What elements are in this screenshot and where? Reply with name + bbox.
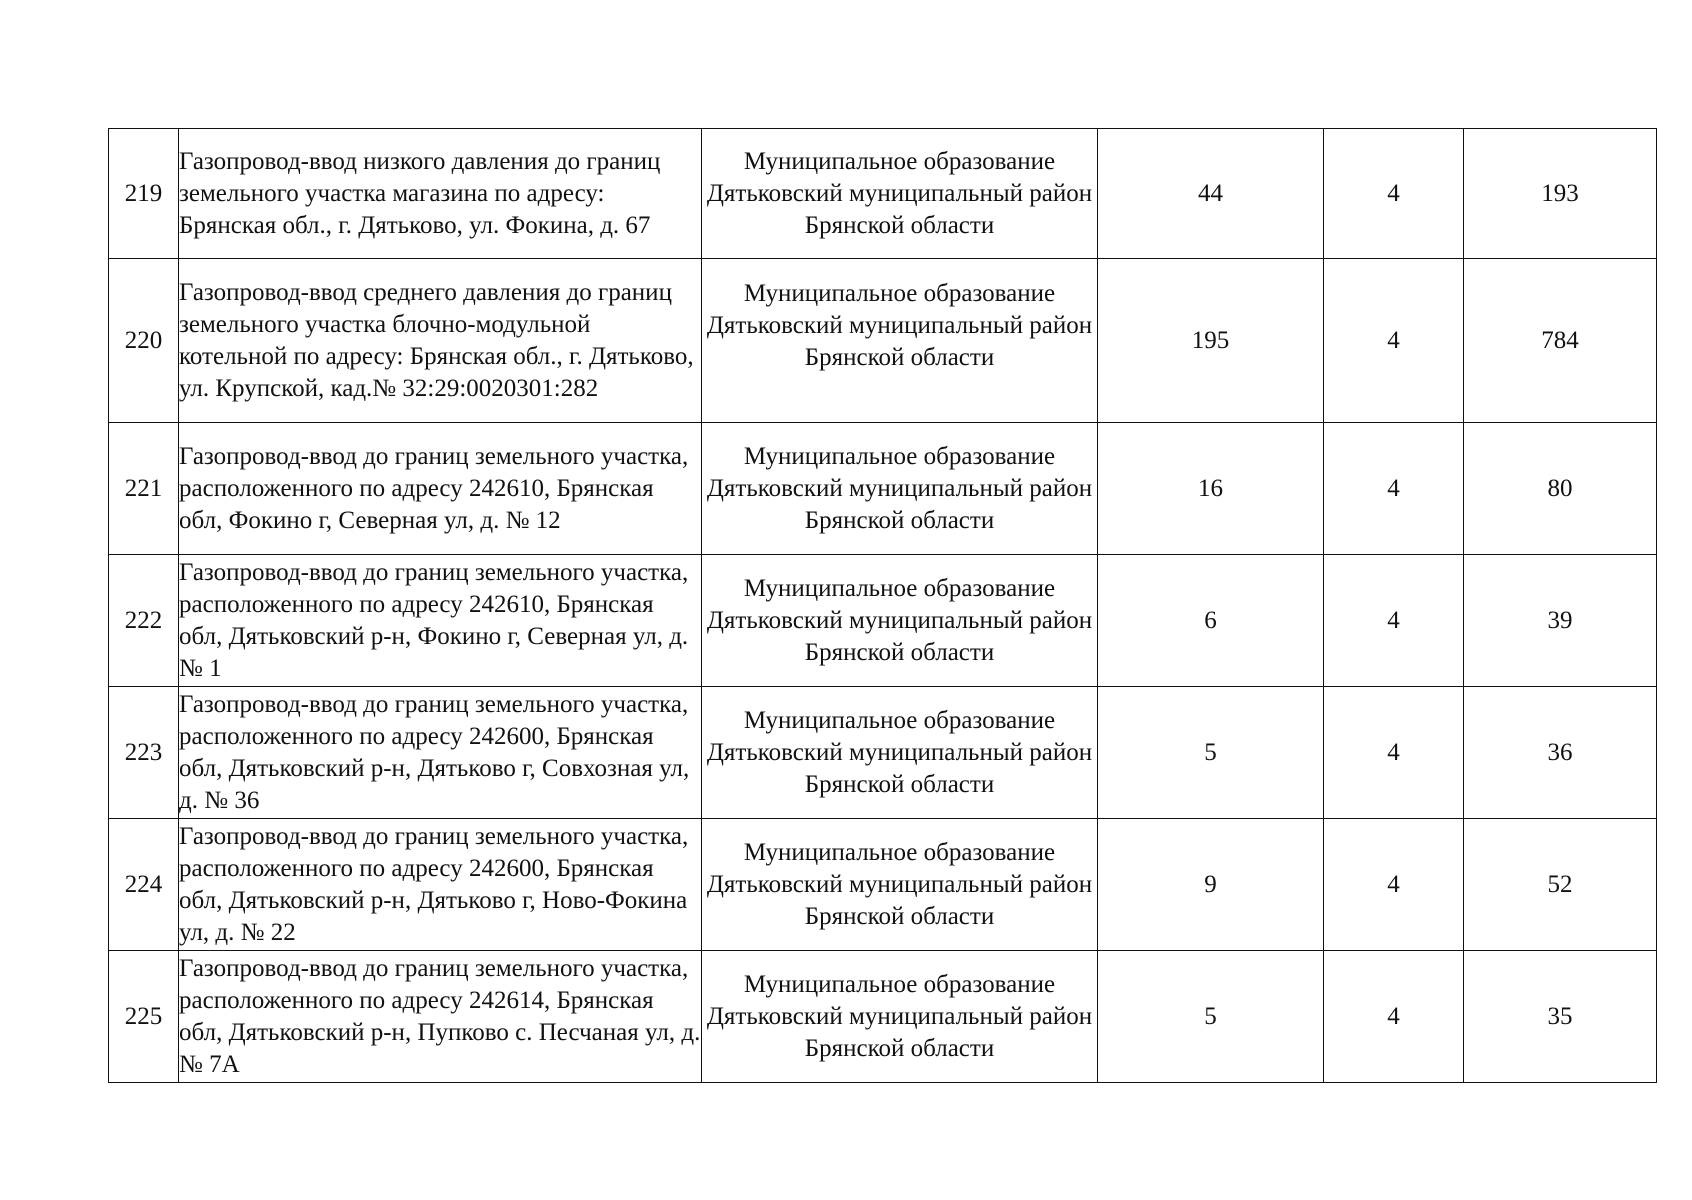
object-name: Газопровод-ввод среднего давления до границ земельного участка блочно-модульной котельной по адресу: Брянская обл., г. Дятьково, ул. Крупской, кад.№ 32:29:0020301:282 [179, 259, 702, 423]
table-row [109, 555, 1657, 687]
owner-name: Муниципальное образование Дятьковский муниципальный район Брянской области [702, 423, 1098, 555]
column-6-value: 39 [1464, 555, 1657, 687]
table-row [109, 423, 1657, 555]
owner-name: Муниципальное образование Дятьковский муниципальный район Брянской области [702, 687, 1098, 819]
column-5-value: 4 [1324, 259, 1464, 423]
registry-table [108, 128, 1657, 1083]
object-name: Газопровод-ввод низкого давления до границ земельного участка магазина по адресу: Брянская обл., г. Дятьково, ул. Фокина, д. 67 [179, 129, 702, 259]
length-value: 16 [1098, 423, 1324, 555]
column-5-value: 4 [1324, 129, 1464, 259]
column-6-value: 193 [1464, 129, 1657, 259]
length-value: 5 [1098, 687, 1324, 819]
table-row [109, 129, 1657, 259]
table-row [109, 819, 1657, 951]
row-number: 221 [109, 423, 179, 555]
column-5-value: 4 [1324, 423, 1464, 555]
length-value: 6 [1098, 555, 1324, 687]
row-number: 219 [109, 129, 179, 259]
column-5-value: 4 [1324, 951, 1464, 1083]
column-6-value: 36 [1464, 687, 1657, 819]
object-name: Газопровод-ввод до границ земельного участка, расположенного по адресу 242600, Брянская обл, Дятьковский р-н, Дятьково г, Совхозная ул, д. № 36 [179, 687, 702, 819]
owner-name: Муниципальное образование Дятьковский муниципальный район Брянской области [702, 259, 1098, 423]
row-number: 220 [109, 259, 179, 423]
column-5-value: 4 [1324, 687, 1464, 819]
column-6-value: 35 [1464, 951, 1657, 1083]
row-number: 224 [109, 819, 179, 951]
column-5-value: 4 [1324, 555, 1464, 687]
object-name: Газопровод-ввод до границ земельного участка, расположенного по адресу 242610, Брянская обл, Дятьковский р-н, Фокино г, Северная ул, д. № 1 [179, 555, 702, 687]
owner-name: Муниципальное образование Дятьковский муниципальный район Брянской области [702, 129, 1098, 259]
row-number: 222 [109, 555, 179, 687]
table-row [109, 259, 1657, 423]
row-number: 223 [109, 687, 179, 819]
owner-name: Муниципальное образование Дятьковский муниципальный район Брянской области [702, 555, 1098, 687]
length-value: 195 [1098, 259, 1324, 423]
owner-name: Муниципальное образование Дятьковский муниципальный район Брянской области [702, 819, 1098, 951]
object-name: Газопровод-ввод до границ земельного участка, расположенного по адресу 242614, Брянская обл, Дятьковский р-н, Пупково с. Песчаная ул, д. № 7А [179, 951, 702, 1083]
column-5-value: 4 [1324, 819, 1464, 951]
table-row [109, 687, 1657, 819]
length-value: 5 [1098, 951, 1324, 1083]
column-6-value: 52 [1464, 819, 1657, 951]
row-number: 225 [109, 951, 179, 1083]
owner-name: Муниципальное образование Дятьковский муниципальный район Брянской области [702, 951, 1098, 1083]
table-row [109, 951, 1657, 1083]
length-value: 44 [1098, 129, 1324, 259]
column-6-value: 784 [1464, 259, 1657, 423]
column-6-value: 80 [1464, 423, 1657, 555]
object-name: Газопровод-ввод до границ земельного участка, расположенного по адресу 242600, Брянская обл, Дятьковский р-н, Дятьково г, Ново-Фокина ул, д. № 22 [179, 819, 702, 951]
length-value: 9 [1098, 819, 1324, 951]
object-name: Газопровод-ввод до границ земельного участка, расположенного по адресу 242610, Брянская обл, Фокино г, Северная ул, д. № 12 [179, 423, 702, 555]
